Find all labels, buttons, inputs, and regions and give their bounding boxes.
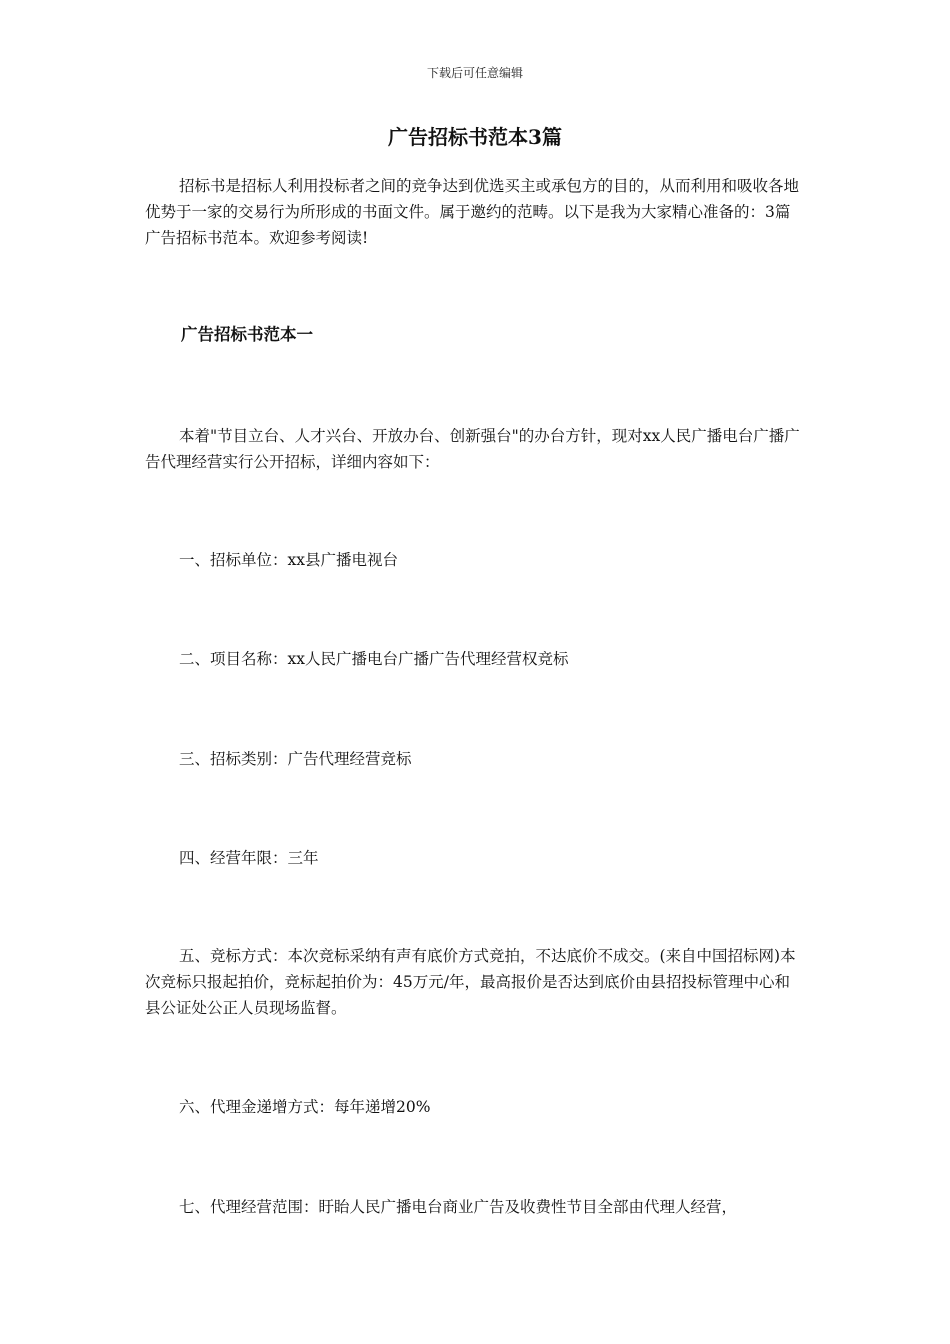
list-item: 六、代理金递增方式：每年递增20% (179, 1098, 431, 1116)
list-item: 三、招标类别：广告代理经营竞标 (179, 750, 412, 768)
opening-paragraph: 本着"节目立台、人才兴台、开放办台、创新强台"的办台方针，现对xx人民广播电台广播广告代理经营实行公开招标，详细内容如下： (145, 427, 800, 471)
list-item: 七、代理经营范围：盱眙人民广播电台商业广告及收费性节目全部由代理人经营， (179, 1198, 738, 1216)
list-item: 五、竞标方式：本次竞标采纳有声有底价方式竞拍，不达底价不成交。(来自中国招标网)本次竞标只报起拍价，竞标起拍价为：45万元/年，最高报价是否达到底价由县招投标管理中心和县公证处公正人员现场监督。 (145, 947, 796, 1017)
section-heading: 广告招标书范本一 (181, 325, 313, 344)
list-item: 二、项目名称：xx人民广播电台广播广告代理经营权竞标 (179, 650, 569, 668)
document-title: 广告招标书范本3篇 (388, 125, 562, 149)
header-note: 下载后可任意编辑 (426, 66, 523, 80)
intro-paragraph: 招标书是招标人利用投标者之间的竞争达到优选买主或承包方的目的，从而利用和吸收各地优势于一家的交易行为所形成的书面文件。属于邀约的范畴。以下是我为大家精心准备的：3篇广告招标书范本。欢迎参考阅读! (145, 177, 800, 247)
list-item: 一、招标单位：xx县广播电视台 (179, 551, 398, 569)
list-item: 四、经营年限：三年 (179, 849, 319, 867)
